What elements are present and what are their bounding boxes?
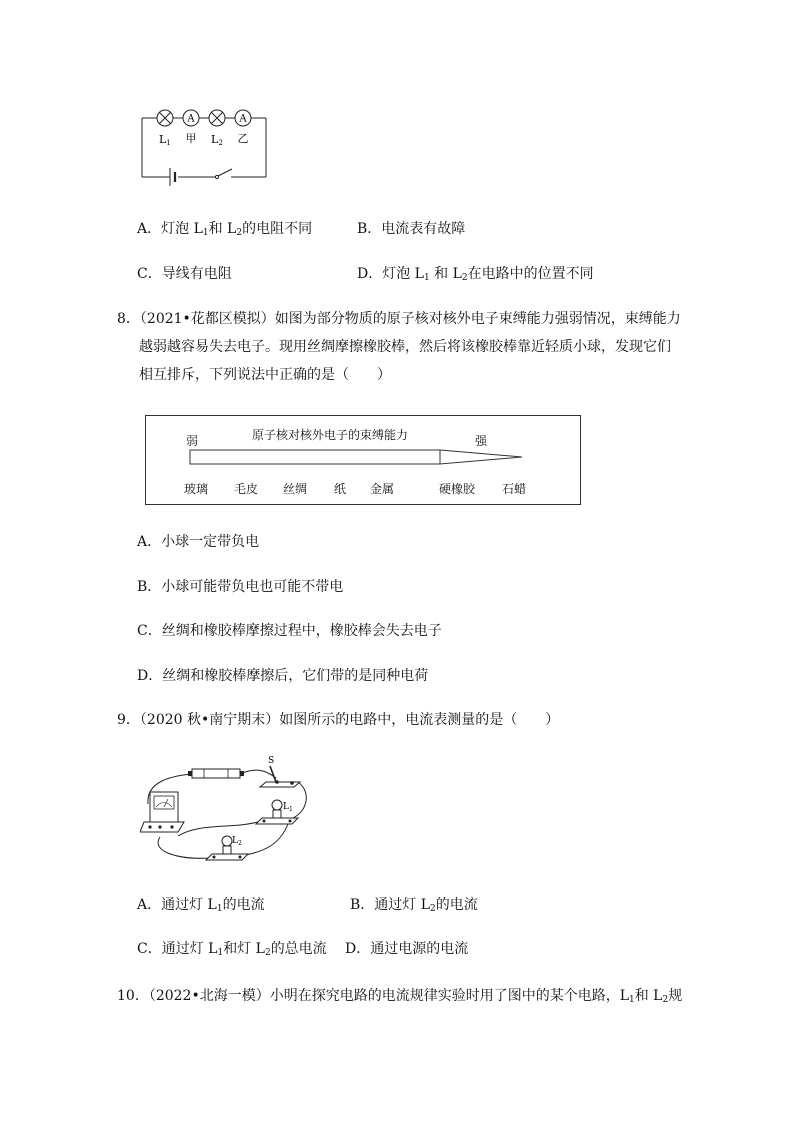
q8-option-c[interactable]: C．丝绸和橡胶棒摩擦过程中，橡胶棒会失去电子 — [137, 623, 442, 639]
switch-lever — [218, 169, 232, 176]
material-hard-rubber: 硬橡胶 — [439, 482, 476, 496]
ammeter-icon — [140, 792, 184, 832]
label-l2: L2 — [211, 133, 223, 147]
material-fur: 毛皮 — [234, 482, 259, 496]
q9-option-c[interactable]: C．通过灯 $L_1$和灯 $L_2$的总电流 — [137, 941, 327, 958]
material-paraffin: 石蜡 — [502, 482, 527, 496]
label-l2: $L_2$ — [232, 836, 242, 847]
q8-stem: 8．（2021•花都区模拟）如图为部分物质的原子核对核外电子束缚能力强弱情况，束缚能力 越弱越容易失去电子。现用丝绸摩擦橡胶棒，然后将该橡胶棒靠近轻质小球，发现它们 相互排斥，下列说法中正确的是（ ） — [117, 311, 681, 383]
label-l1: L1 — [159, 133, 171, 147]
binding-ability-figure — [145, 415, 581, 505]
material-silk: 丝绸 — [283, 482, 308, 496]
material-paper: 纸 — [334, 482, 347, 496]
material-glass: 玻璃 — [184, 482, 209, 496]
battery-icon — [188, 769, 244, 778]
svg-text:A: A — [239, 113, 247, 125]
material-metal: 金属 — [370, 482, 395, 496]
label-jia: 甲 — [185, 132, 197, 145]
q9-option-b[interactable]: B．通过灯 $L_2$的电流 — [350, 897, 478, 914]
weak-label: 弱 — [186, 434, 199, 448]
series-circuit-diagram — [135, 100, 275, 190]
ammeter-jia-icon — [183, 110, 199, 126]
q8-option-a[interactable]: A．小球一定带负电 — [137, 534, 260, 550]
switch-icon — [260, 766, 300, 787]
label-l1: $L_1$ — [283, 802, 293, 813]
label-yi: 乙 — [237, 132, 249, 145]
q7-option-a[interactable]: A．灯泡 $L_1$和 $L_2$的电阻不同 — [137, 221, 313, 238]
lamp-l2-icon — [209, 110, 225, 126]
q9-stem: 9．（2020 秋•南宁期末）如图所示的电路中，电流表测量的是（ ） — [117, 712, 560, 728]
strong-label: 强 — [475, 434, 488, 448]
q9-option-d[interactable]: D．通过电源的电流 — [345, 941, 469, 957]
lamp-l1-icon — [157, 110, 173, 126]
q10-stem: 10．（2022•北海一模）小明在探究电路的电流规律实验时用了图中的某个电路，$L_1$和 $L_2$规 — [117, 988, 683, 1005]
svg-text:A: A — [187, 113, 195, 125]
ammeter-yi-icon — [235, 110, 251, 126]
q8-option-b[interactable]: B．小球可能带负电也可能不带电 — [137, 579, 344, 595]
pictorial-circuit-figure — [140, 752, 320, 870]
q9-option-a[interactable]: A．通过灯 $L_1$的电流 — [137, 897, 265, 914]
q7-option-d[interactable]: D．灯泡 $L_1$ 和 $L_2$在电路中的位置不同 — [357, 266, 594, 283]
q7-option-b[interactable]: B．电流表有故障 — [357, 221, 466, 237]
q8-option-d[interactable]: D．丝绸和橡胶棒摩擦后，它们带的是同种电荷 — [137, 668, 429, 684]
q7-option-c[interactable]: C．导线有电阻 — [137, 266, 232, 282]
figure-title: 原子核对核外电子的束缚能力 — [252, 428, 409, 442]
label-s: S — [268, 756, 275, 766]
